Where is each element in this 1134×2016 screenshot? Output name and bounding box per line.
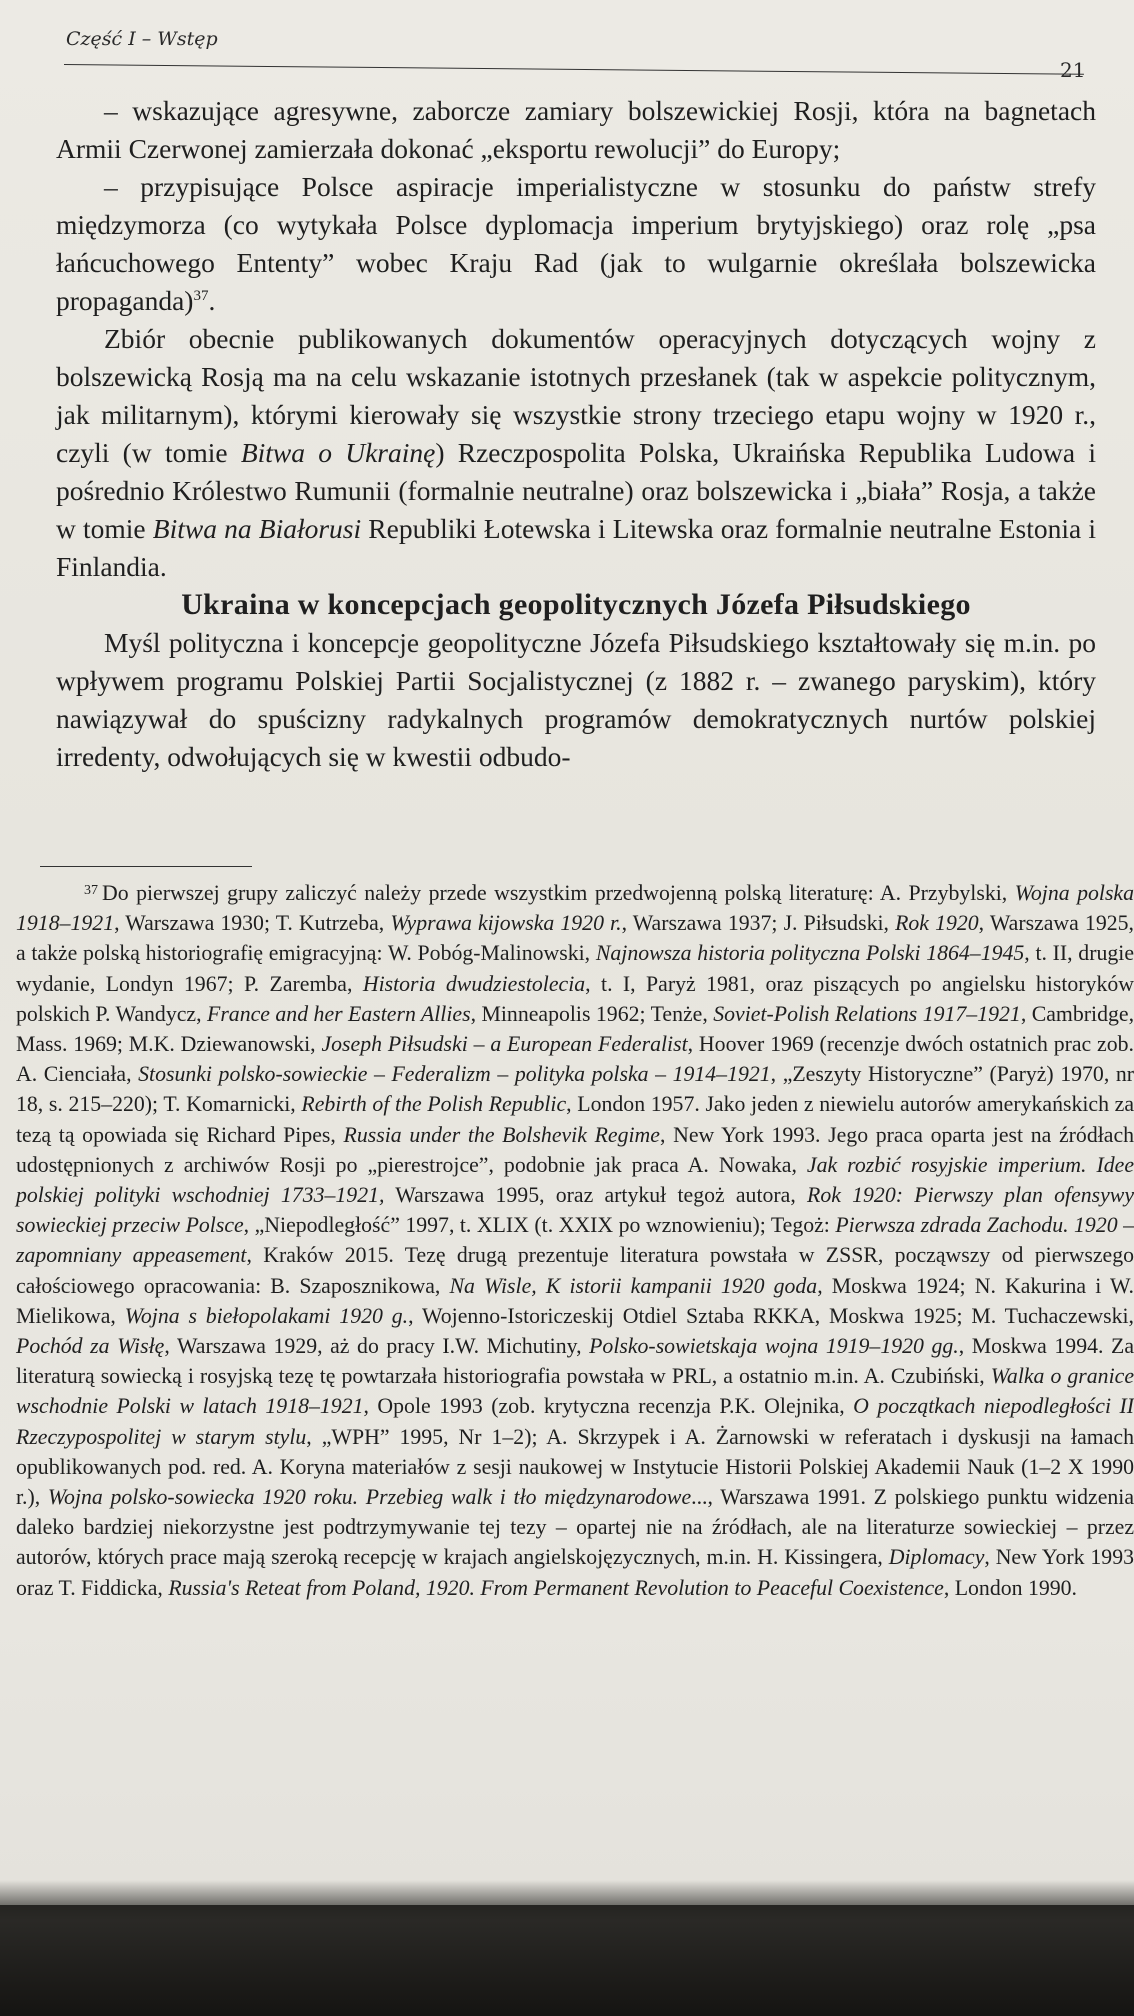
fn-title: Jak rozbić rosyjskie imperium. Idee polskiej polityki wschodniej 1733–1921, — [16, 1152, 1134, 1208]
fn-text: ..., Warszawa 1991. Z polskiego punktu widzenia daleko bardziej niekorzystne jest podtrzymywanie tej tezy – opartej nie na źródłach, ale na literaturze sowieckiej – przez autorów, których prace mają szeroką recepcję w krajach angielskojęzycznych, m.in. H. Kissingera, — [16, 1485, 1134, 1570]
paragraph-2 — [56, 168, 1096, 320]
fn-text: , Warszawa 1925, a także polską historiografię emigracyjną: W. Pobóg-Malinowski, — [16, 911, 1134, 966]
paragraph-3-text: Zbiór obecnie publikowanych dokumentów operacyjnych dotyczących wojny z bolszewicką Rosją ma na celu wskazanie istotnych przesłanek (tak w aspekcie politycznym, jak militarnym), którymi kierowały się wszystkie strony trzeciego etapu wojny w 1920 r., czyli (w tomie — [56, 323, 1096, 468]
fn-title: Rok 1920: Pierwszy plan ofensywy sowieckiej przeciw Polsce — [16, 1183, 1134, 1238]
fn-title: Pochód za Wisłę — [16, 1334, 165, 1359]
fn-title: Rebirth of the Polish Republic — [301, 1092, 567, 1117]
fn-text: , Wojenno-Istoriczeskij Otdiel Sztaba RKKA, Moskwa 1925; M. Tuchaczewski, — [408, 1303, 1134, 1328]
paragraph-3 — [56, 320, 1096, 586]
paragraph-2-end: . — [208, 285, 216, 316]
paragraph-4: Myśl polityczna i koncepcje geopolityczne Józefa Piłsudskiego kształtowały się m.in. po wpływem programu Polskiej Partii Socjalistycznej (z 1882 r. – zwanego paryskim), który nawiązywał do spuścizny radykalnych programów demokratycznych nurtów polskiej irredenty, odwołujących się w kwestii odbudo- — [56, 627, 1096, 772]
running-head: Część I – Wstęp — [66, 28, 218, 50]
fn-title: Wyprawa kijowska 1920 r. — [390, 911, 622, 936]
fn-text: , Hoover 1969 (recenzje dwóch ostatnich prac zob. A. Cienciała, — [16, 1032, 1134, 1087]
main-text — [56, 92, 1096, 776]
footnote-number: 37 — [84, 883, 98, 898]
fn-title: Najnowsza historia polityczna Polski 1864–1945 — [595, 941, 1025, 966]
footnote-rule — [40, 866, 252, 867]
fn-text: , „WPH” 1995, Nr 1–2); A. Skrzypek i A. Żarnowski w referatach i dyskusji na łamach opublikowanych pod. red. A. Koryna materiałów z sesji naukowej w Instytucie Historii Polskiej Akademii Nauk (1–2 X 1990 r.), — [16, 1424, 1134, 1510]
italic-title-ukraine: Bitwa o Ukrainę — [240, 437, 436, 468]
fn-text: , New York 1993 oraz T. Fiddicka, — [16, 1545, 1134, 1600]
fn-title: Russia under the Bolshevik Regime — [343, 1122, 660, 1147]
fn-title: France and her Eastern Allies — [207, 1001, 471, 1026]
italic-title-belarus: Bitwa na Białorusi — [152, 513, 362, 544]
header-rule — [64, 64, 1084, 75]
fn-text: , t. I, Paryż 1981, oraz piszących po angielsku historyków polskich P. Wandycz, — [16, 971, 1134, 1026]
fn-title: Diplomacy — [888, 1545, 985, 1570]
paragraph-1: – wskazujące agresywne, zaborcze zamiary bolszewickiej Rosji, która na bagnetach Armii Czerwonej zamierzała dokonać „eksportu rewolucji” do Europy; — [56, 95, 1096, 164]
fn-title: Wojna polsko-sowiecka 1920 roku. Przebieg walk i tło międzynarodowe — [47, 1485, 692, 1510]
fn-title: O początkach niepodległości II Rzeczypospolitej w starym stylu — [16, 1394, 1134, 1449]
fn-text: , Warszawa 1937; J. Piłsudski, — [621, 911, 896, 936]
page-edge-shadow — [0, 1880, 1134, 2016]
fn-text: Do pierwszej grupy zaliczyć należy przede wszystkim przedwojenną polską literaturę: A. Przybylski, — [102, 881, 1015, 905]
fn-title: Stosunki polsko-sowieckie – Federalizm – polityka polska – 1914–1921 — [138, 1062, 771, 1087]
fn-title: Walka o granice wschodnie Polski w latach 1918–1921 — [16, 1364, 1134, 1419]
section-title: Ukraina w koncepcjach geopolitycznych Józefa Piłsudskiego — [181, 588, 971, 621]
fn-title: Russia's Reteat from Poland, 1920. From Permanent Revolution to Peaceful Coexistence — [168, 1575, 944, 1600]
fn-text: , Minneapolis 1962; Tenże, — [470, 1001, 714, 1026]
fn-text: , Warszawa 1930; T. Kutrzeba, — [114, 911, 391, 936]
fn-text: , Moskwa 1994. Za literaturą sowiecką i rosyjską tezę tę powtarzała historiografia powstała w PRL, a ostatnio m.in. A. Czubiński, — [16, 1334, 1134, 1389]
page-number: 21 — [1060, 58, 1086, 82]
fn-text: Warszawa 1995, oraz artykuł tegoż autora, — [384, 1183, 808, 1208]
fn-text: , London 1990. — [943, 1575, 1078, 1600]
fn-text: , „Zeszyty Historyczne” (Paryż) 1970, nr 18, s. 215–220); T. Komarnicki, — [16, 1062, 1134, 1117]
fn-title: Wojna polska 1918–1921 — [16, 881, 1134, 936]
fn-title: Pierwsza zdrada Zachodu. 1920 – zapomniany appeasement — [16, 1213, 1134, 1268]
fn-title: Na Wisle, K istorii kampanii 1920 goda — [449, 1273, 818, 1298]
fn-text: , London 1957. Jako jeden z niewielu autorów amerykańskich za tezą tą opowiada się Richard Pipes, — [16, 1092, 1134, 1147]
fn-text: , Kraków 2015. Tezę drugą prezentuje literatura powstała w ZSSR, począwszy od pierwszego całościowego opracowania: B. Szaposznikowa, — [16, 1243, 1134, 1298]
fn-text: , New York 1993. Jego praca oparta jest na źródłach udostępnionych z archiwów Rosji po „pierestrojce”, podobnie jak praca A. Nowaka, — [16, 1122, 1134, 1177]
footnote-reference: 37 — [193, 287, 209, 304]
fn-text: , t. II, drugie wydanie, Londyn 1967; P. Zaremba, — [16, 941, 1134, 996]
fn-text: , Warszawa 1929, aż do pracy I.W. Michutiny, — [164, 1334, 590, 1359]
fn-title: Wojna s biełopolakami 1920 g. — [124, 1303, 409, 1328]
fn-text: , „Niepodległość” 1997, t. XLIX (t. XXIX po wznowieniu); Tegoż: — [243, 1213, 836, 1238]
footnote-37 — [16, 876, 1134, 1603]
fn-title: Polsko-sowietskaja wojna 1919–1920 gg. — [589, 1334, 959, 1359]
fn-title: Rok 1920 — [895, 911, 979, 936]
fn-title: Joseph Piłsudski – a European Federalist — [321, 1032, 688, 1057]
fn-text: , Moskwa 1924; N. Kakurina i W. Mielikowa, — [16, 1273, 1134, 1328]
paragraph-3-text-2: ) Rzeczpospolita Polska, Ukraińska Republika Ludowa i pośrednio Królestwo Rumunii (formalnie neutralne) oraz bolszewicka i „biała” Rosja, a także w tomie — [56, 437, 1096, 544]
paragraph-3-text-3: Republiki Łotewska i Litewska oraz formalnie neutralne Estonia i Finlandia. — [56, 513, 1096, 582]
fn-text: , Cambridge, Mass. 1969; M.K. Dziewanowski, — [16, 1001, 1134, 1057]
paragraph-2-text: – przypisujące Polsce aspiracje imperialistyczne w stosunku do państw strefy międzymorza (co wytykała Polsce dyplomacja imperium brytyjskiego) oraz rolę „psa łańcuchowego Ententy” wobec Kraju Rad (jak to wulgarnie określała bolszewicka propaganda) — [56, 171, 1096, 316]
fn-title: Historia dwudziestolecia — [362, 971, 586, 996]
fn-text: , Opole 1993 (zob. krytyczna recenzja P.K. Olejnika, — [363, 1394, 854, 1419]
fn-title: Soviet-Polish Relations 1917–1921 — [713, 1001, 1021, 1026]
